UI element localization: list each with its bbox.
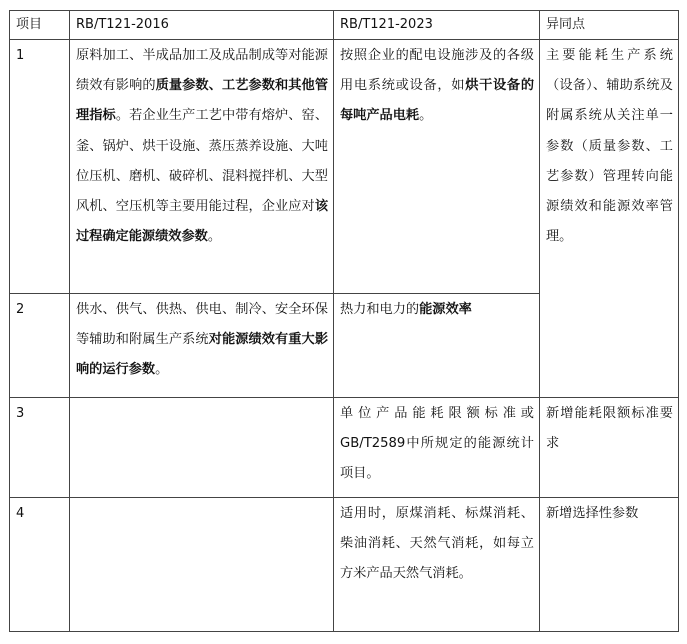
old-standard-text [76,498,333,499]
bold-segment: 该过程确定能源绩效参数 [76,199,328,245]
text-segment: 。 [419,108,433,124]
new-standard-cell [334,294,540,398]
new-standard-cell [334,398,540,498]
new-standard-text: 适用时，原煤消耗、标煤消耗、柴油消耗、天然气消耗，如每立方米产品天然气消耗。 [340,506,534,582]
old-standard-cell [70,398,334,498]
table-row [10,498,679,632]
table-row [10,398,679,498]
table-row [10,40,679,294]
old-standard-cell [70,40,334,294]
differences-text: 新增能耗限额标准要求 [546,406,673,452]
comparison-table [9,10,679,632]
row-number: 2 [10,294,70,398]
header-old-standard: RB/T121-2016 [70,11,334,40]
differences-cell [540,398,679,498]
differences-cell [540,498,679,632]
header-row [10,11,679,40]
bold-segment: 对能源绩效有重大影响的运行参数 [76,332,329,378]
row-number: 3 [10,398,70,498]
header-differences: 异同点 [540,11,679,40]
old-standard-text [76,398,333,399]
comparison-table-wrapper [9,10,679,632]
bold-segment: 能源效率 [419,302,472,317]
text-segment: 热力和电力的 [340,302,420,317]
new-standard-cell [334,498,540,632]
text-segment: 供水、供气、供热、供电、制冷、安全环保等辅助和附属生产系统 [76,302,328,348]
text-segment: 。若企业生产工艺中带有熔炉、窑、釜、锅炉、烘干设施、蒸压蒸养设施、大吨位压机、磨机、破碎机、混料搅拌机、大型风机、空压机等主要用能过程，企业应对 [76,108,329,215]
header-item: 项目 [10,11,70,40]
text-segment: 。 [207,229,222,245]
bold-segment: 烘干设备的每吨产品电耗 [340,78,535,124]
differences-cell [540,40,679,398]
new-standard-cell [334,40,540,294]
text-segment: 原料加工、半成品加工及成品制成等对能源绩效有影响的 [76,48,328,94]
row-number: 1 [10,40,70,294]
differences-text: 新增选择性参数 [546,506,639,521]
text-segment: 。 [155,362,169,378]
text-segment: 按照企业的配电设施涉及的各级用电系统或设备，如 [340,48,534,94]
row-number: 4 [10,498,70,632]
old-standard-cell [70,294,334,398]
old-standard-cell [70,498,334,632]
header-new-standard: RB/T121-2023 [334,11,540,40]
differences-text: 主要能耗生产系统（设备）、辅助系统及附属系统从关注单一参数（质量参数、工艺参数）管理转向能源绩效和能源效率管理。 [546,48,673,245]
bold-segment: 质量参数、工艺参数和其他管理指标 [76,78,329,124]
new-standard-text: 单位产品能耗限额标准或GB/T2589中所规定的能源统计项目。 [340,406,534,482]
